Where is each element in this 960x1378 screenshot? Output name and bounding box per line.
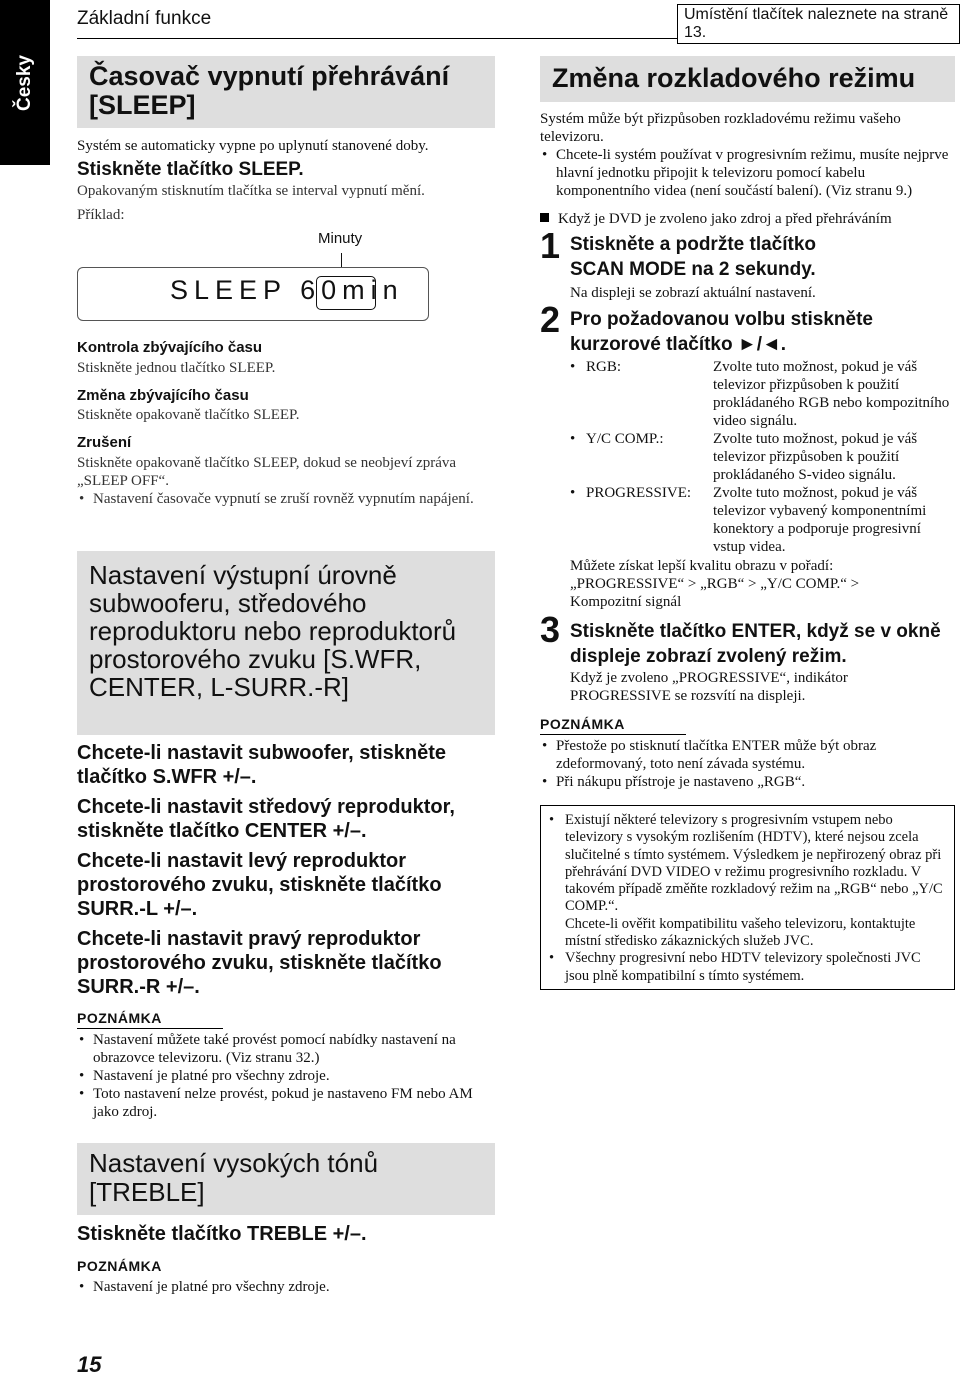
sleep-intro: Systém se automaticky vypne po uplynutí stanovené doby. xyxy=(77,138,429,154)
scan-intro: Systém může být přizpůsoben rozkladovému režimu vašeho televizoru. xyxy=(540,111,901,145)
scan-title: Změna rozkladového režimu xyxy=(540,56,955,102)
levels-instruction-surr-right: Chcete-li nastavit pravý reproduktor prostorového zvuku, stiskněte tlačítko SURR.-R +/–. xyxy=(77,928,442,998)
list-item: • Nastavení je platné pro všechny zdroje. xyxy=(77,1278,497,1296)
display-unit: min xyxy=(342,275,404,305)
option-label: Y/C COMP.: xyxy=(586,431,664,447)
treble-instruction: Stiskněte tlačítko TREBLE +/–. xyxy=(77,1223,367,1245)
check-text: Stiskněte jednou tlačítko SLEEP. xyxy=(77,360,276,376)
list-item: • Toto nastavení nelze provést, pokud je nastaveno FM nebo AM jako zdroj. xyxy=(77,1085,497,1121)
treble-notes xyxy=(77,1278,497,1296)
step-3-title: Stiskněte tlačítko ENTER, když se v okně displeje zobrazí zvolený režim. xyxy=(570,621,941,667)
minutes-box xyxy=(316,276,376,310)
minutes-pointer xyxy=(341,253,342,268)
levels-note-heading xyxy=(77,1010,223,1029)
levels-instruction-surr-left: Chcete-li nastavit levý reproduktor prostorového zvuku, stiskněte tlačítko SURR.-L +/–. xyxy=(77,850,442,920)
option-progressive: • PROGRESSIVE: Zvolte tuto možnost, pokud je váš televizor vybavený komponentními konektory a podporuje progresivní vstup videa. xyxy=(570,484,955,556)
scan-notes xyxy=(540,737,920,791)
step-2-title: Pro požadovanou volbu stiskněte kurzorové tlačítko ►/◄. xyxy=(570,309,873,355)
check-heading: Kontrola zbývajícího času xyxy=(77,339,263,356)
sleep-instruction: Stiskněte tlačítko SLEEP. xyxy=(77,159,304,180)
step-1-title: Stiskněte a podržte tlačítko SCAN MODE na 2 sekundy. xyxy=(570,234,817,280)
scan-note-heading xyxy=(540,716,686,735)
note-label: POZNÁMKA xyxy=(540,716,625,732)
option-rgb: • RGB: Zvolte tuto možnost, pokud je váš televizor přizpůsoben k použití prokládaného RGB nebo kompozitního video signálu. xyxy=(570,358,955,430)
page-number: 15 xyxy=(77,1352,102,1377)
list-item xyxy=(547,812,946,950)
sleep-repeat-note: Opakovaným stisknutím tlačítka se interval vypnutí mění. xyxy=(77,183,425,199)
change-text: Stiskněte opakovaně tlačítko SLEEP. xyxy=(77,407,300,423)
levels-instruction-subwoofer: Chcete-li nastavit subwoofer, stiskněte tlačítko S.WFR +/–. xyxy=(77,742,446,788)
note-rule xyxy=(540,734,686,735)
cancel-text: Stiskněte opakovaně tlačítko SLEEP, dokud se neobjeví zpráva „SLEEP OFF“. xyxy=(77,455,457,489)
step-3-number: 3 xyxy=(540,609,561,650)
step-3-text: Když je zvoleno „PROGRESSIVE“, indikátor PROGRESSIVE se rozsvítí na displeji. xyxy=(570,670,848,704)
cancel-heading: Zrušení xyxy=(77,434,132,451)
levels-notes xyxy=(77,1031,497,1121)
sleep-title: Časovač vypnutí přehrávání [SLEEP] xyxy=(77,56,495,128)
list-item: • Nastavení časovače vypnutí se zruší rovněž vypnutím napájení. xyxy=(77,490,477,508)
minutes-label: Minuty xyxy=(318,230,363,247)
box-note-extra: Chcete-li ověřit kompatibilitu vašeho televizoru, kontaktujte místní středisko zákaznických služeb JVC. xyxy=(565,915,916,950)
note-label: POZNÁMKA xyxy=(77,1258,162,1274)
language-tab-label: Česky xyxy=(14,54,35,111)
list-item: • Při nákupu přístroje je nastaveno „RGB“. xyxy=(540,773,920,791)
sleep-example-label: Příklad: xyxy=(77,207,125,223)
option-yc-comp: • Y/C COMP.: Zvolte tuto možnost, pokud je váš televizor přizpůsoben k použití prokládaného S-video signálu. xyxy=(570,430,955,484)
option-text: Zvolte tuto možnost, pokud je váš televizor vybavený komponentními konektory a podporuje progresivní vstup videa. xyxy=(713,485,927,555)
option-text: Zvolte tuto možnost, pokud je váš televizor přizpůsoben k použití prokládaného RGB nebo kompozitního video signálu. xyxy=(713,359,950,429)
condition-text: Když je DVD je zvoleno jako zdroj a před přehráváním xyxy=(558,211,892,227)
list-item: • Všechny progresivní nebo HDTV televizory společnosti JVC jsou plně kompatibilní s tímto systémem. xyxy=(547,950,946,985)
treble-title: Nastavení vysokých tónů [TREBLE] xyxy=(77,1143,495,1215)
note-rule xyxy=(77,1028,223,1029)
compatibility-box xyxy=(540,805,955,990)
step-2-number: 2 xyxy=(540,299,561,340)
option-label: RGB: xyxy=(586,359,622,375)
step-1-number: 1 xyxy=(540,225,561,266)
quality-order: Můžete získat lepší kvalitu obrazu v pořadí: „PROGRESSIVE“ > „RGB“ > „Y/C COMP.“ > Kompozitní signál xyxy=(570,558,860,610)
section-header: Základní funkce xyxy=(77,8,212,29)
box-note-text: Existují některé televizory s progresivním vstupem nebo televizory s vysokým rozlišením (HDTV), které nejsou zcela slučitelné s tímto systémem. Výsledkem je nepřirozený obraz při přehrávání DVD VIDEO v režimu progresivního rozkladu. V takovém případě změňte rozkladový režim na „RGB“ nebo „Y/C COMP.“. xyxy=(565,812,943,915)
note-label: POZNÁMKA xyxy=(77,1010,162,1026)
change-heading: Změna zbývajícího času xyxy=(77,387,249,404)
levels-instruction-center: Chcete-li nastavit středový reproduktor, stiskněte tlačítko CENTER +/–. xyxy=(77,796,455,842)
button-location-note: Umístění tlačítek naleznete na straně 13. xyxy=(677,4,960,44)
scan-options xyxy=(570,358,955,556)
cancel-bullets xyxy=(77,490,477,508)
scan-bullets xyxy=(540,146,955,200)
language-tab xyxy=(0,0,50,165)
option-label: PROGRESSIVE: xyxy=(586,485,692,501)
scan-condition xyxy=(540,210,955,228)
list-item: • Přestože po stisknutí tlačítka ENTER může být obraz zdeformovaný, toto není závada systému. xyxy=(540,737,920,773)
list-item: • Nastavení je platné pro všechny zdroje. xyxy=(77,1067,497,1085)
square-bullet-icon xyxy=(540,213,549,222)
display-text: SLEEP 60min xyxy=(170,275,404,305)
list-item: • Chcete-li systém používat v progresivním režimu, musíte nejprve hlavní jednotku připojit k televizoru pomocí kabelu komponentního videa (není součástí balení). (Viz stranu 9.) xyxy=(540,146,955,200)
levels-title: Nastavení výstupní úrovně subwooferu, středového reproduktoru nebo reproduktorů prostorového zvuku [S.WFR, CENTER, L-SURR.-R] xyxy=(77,551,495,735)
list-item: • Nastavení můžete také provést pomocí nabídky nastavení na obrazovce televizoru. (Viz stranu 32.) xyxy=(77,1031,497,1067)
sleep-display xyxy=(77,267,429,321)
option-text: Zvolte tuto možnost, pokud je váš televizor přizpůsoben k použití prokládaného S-video signálu. xyxy=(713,431,918,483)
compatibility-notes xyxy=(547,812,946,985)
step-1-text: Na displeji se zobrazí aktuální nastavení. xyxy=(570,285,816,301)
treble-note-heading xyxy=(77,1258,162,1274)
